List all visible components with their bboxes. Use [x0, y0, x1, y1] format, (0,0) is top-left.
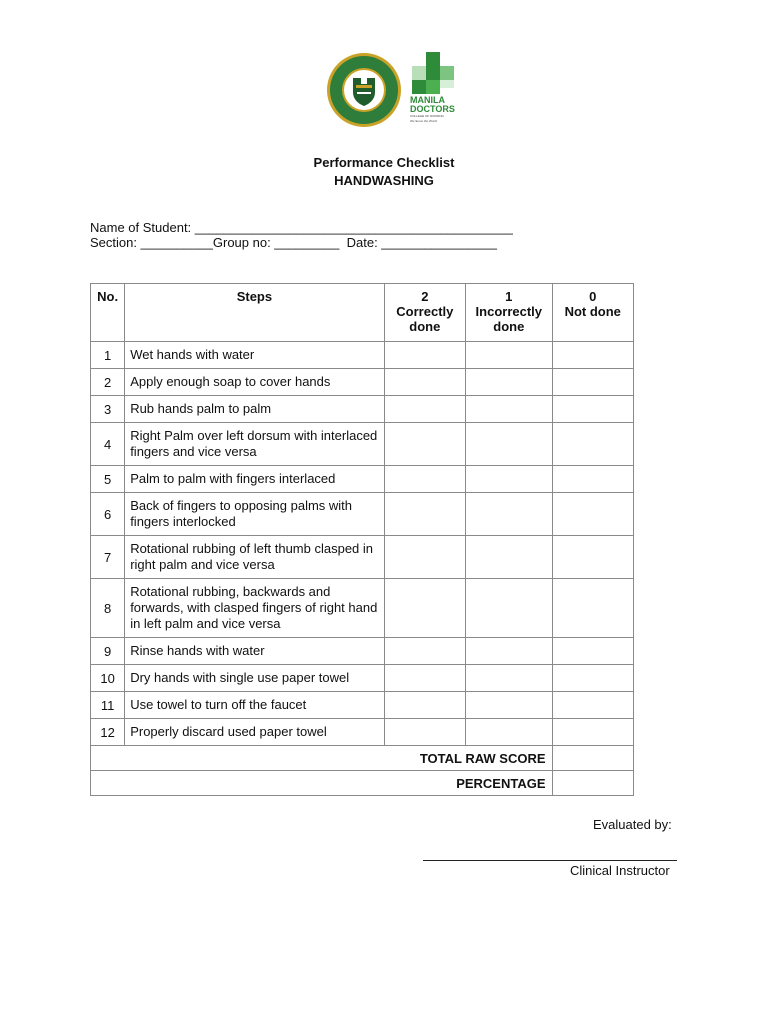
- score-cell-incorrect[interactable]: [466, 493, 552, 536]
- table-row: [91, 665, 634, 692]
- score-cell-not-done[interactable]: [552, 536, 633, 579]
- page-subtitle: HANDWASHING: [334, 173, 434, 188]
- percentage-row: [91, 771, 634, 796]
- row-number: 1: [91, 342, 125, 369]
- percentage-cell[interactable]: [552, 771, 633, 796]
- score-cell-not-done[interactable]: [552, 396, 633, 423]
- col-no-header: No.: [91, 284, 125, 342]
- score-cell-correct[interactable]: [384, 342, 465, 369]
- score-cell-correct[interactable]: [384, 536, 465, 579]
- percentage-label: PERCENTAGE: [91, 771, 553, 796]
- row-number: 6: [91, 493, 125, 536]
- score-cell-correct[interactable]: [384, 579, 465, 638]
- table-row: [91, 342, 634, 369]
- md-tagline: We Serve the World: [410, 119, 437, 123]
- score-cell-correct[interactable]: [384, 665, 465, 692]
- step-text: Rotational rubbing of left thumb clasped in right palm and vice versa: [125, 536, 384, 579]
- score-cell-incorrect[interactable]: [466, 579, 552, 638]
- total-raw-score-row: [91, 746, 634, 771]
- step-text: Properly discard used paper towel: [125, 719, 384, 746]
- row-number: 3: [91, 396, 125, 423]
- row-number: 2: [91, 369, 125, 396]
- section-group-date-line[interactable]: Section: __________Group no: _________ Date: ________________: [90, 235, 497, 250]
- score-cell-not-done[interactable]: [552, 369, 633, 396]
- md-sub: COLLEGE OF NURSING: [410, 114, 444, 118]
- score-cell-not-done[interactable]: [552, 638, 633, 665]
- table-row: [91, 466, 634, 493]
- score-cell-not-done[interactable]: [552, 719, 633, 746]
- col-0-label: Not done: [564, 304, 621, 319]
- col-incorrectly-done-header: [466, 284, 552, 342]
- col-2-label: Correctly done: [396, 304, 454, 334]
- row-number: 5: [91, 466, 125, 493]
- score-cell-incorrect[interactable]: [466, 342, 552, 369]
- col-1-score: 1: [505, 289, 513, 304]
- table-row: [91, 396, 634, 423]
- md-name-line2: DOCTORS: [410, 104, 455, 114]
- col-1-label: Incorrectly done: [475, 304, 543, 334]
- table-row: [91, 692, 634, 719]
- step-text: Palm to palm with fingers interlaced: [125, 466, 384, 493]
- score-cell-incorrect[interactable]: [466, 665, 552, 692]
- evaluated-by-label: Evaluated by:: [593, 817, 672, 832]
- step-text: Use towel to turn off the faucet: [125, 692, 384, 719]
- col-correctly-done-header: [384, 284, 465, 342]
- score-cell-incorrect[interactable]: [466, 423, 552, 466]
- step-text: Back of fingers to opposing palms with fingers interlocked: [125, 493, 384, 536]
- step-text: Dry hands with single use paper towel: [125, 665, 384, 692]
- score-cell-not-done[interactable]: [552, 692, 633, 719]
- page-title: Performance Checklist: [313, 155, 455, 170]
- logo-area: [326, 50, 466, 134]
- score-cell-correct[interactable]: [384, 493, 465, 536]
- score-cell-not-done[interactable]: [552, 423, 633, 466]
- score-cell-correct[interactable]: [384, 369, 465, 396]
- md-name-line1: MANILA: [410, 95, 445, 105]
- col-not-done-header: [552, 284, 633, 342]
- row-number: 11: [91, 692, 125, 719]
- step-text: Rotational rubbing, backwards and forwards, with clasped fingers of right hand in left palm and vice versa: [125, 579, 384, 638]
- col-0-score: 0: [589, 289, 597, 304]
- step-text: Apply enough soap to cover hands: [125, 369, 384, 396]
- row-number: 10: [91, 665, 125, 692]
- score-cell-incorrect[interactable]: [466, 692, 552, 719]
- total-raw-score-cell[interactable]: [552, 746, 633, 771]
- table-row: [91, 423, 634, 466]
- table-row: [91, 719, 634, 746]
- score-cell-not-done[interactable]: [552, 493, 633, 536]
- score-cell-incorrect[interactable]: [466, 369, 552, 396]
- table-row: [91, 369, 634, 396]
- score-cell-incorrect[interactable]: [466, 536, 552, 579]
- score-cell-incorrect[interactable]: [466, 638, 552, 665]
- score-cell-incorrect[interactable]: [466, 719, 552, 746]
- score-cell-not-done[interactable]: [552, 665, 633, 692]
- signature-role-label: Clinical Instructor: [570, 863, 670, 878]
- score-cell-correct[interactable]: [384, 638, 465, 665]
- col-steps-header: Steps: [125, 284, 384, 342]
- score-cell-not-done[interactable]: [552, 342, 633, 369]
- col-2-score: 2: [421, 289, 429, 304]
- table-row: [91, 536, 634, 579]
- step-text: Rinse hands with water: [125, 638, 384, 665]
- signature-line[interactable]: [423, 860, 677, 861]
- score-cell-not-done[interactable]: [552, 466, 633, 493]
- row-number: 7: [91, 536, 125, 579]
- row-number: 9: [91, 638, 125, 665]
- manila-doctors-wordmark: [410, 96, 470, 123]
- row-number: 8: [91, 579, 125, 638]
- table-row: [91, 579, 634, 638]
- total-raw-score-label: TOTAL RAW SCORE: [91, 746, 553, 771]
- checklist-table: [90, 283, 634, 796]
- student-name-line[interactable]: Name of Student: ____________________________________________: [90, 220, 513, 235]
- score-cell-not-done[interactable]: [552, 579, 633, 638]
- step-text: Wet hands with water: [125, 342, 384, 369]
- college-seal-logo: [326, 52, 402, 128]
- row-number: 12: [91, 719, 125, 746]
- step-text: Rub hands palm to palm: [125, 396, 384, 423]
- row-number: 4: [91, 423, 125, 466]
- score-cell-correct[interactable]: [384, 423, 465, 466]
- table-row: [91, 638, 634, 665]
- score-cell-incorrect[interactable]: [466, 396, 552, 423]
- score-cell-correct[interactable]: [384, 692, 465, 719]
- table-row: [91, 493, 634, 536]
- score-cell-correct[interactable]: [384, 719, 465, 746]
- score-cell-correct[interactable]: [384, 466, 465, 493]
- step-text: Right Palm over left dorsum with interlaced fingers and vice versa: [125, 423, 384, 466]
- score-cell-correct[interactable]: [384, 396, 465, 423]
- table-header-row: [91, 284, 634, 342]
- score-cell-incorrect[interactable]: [466, 466, 552, 493]
